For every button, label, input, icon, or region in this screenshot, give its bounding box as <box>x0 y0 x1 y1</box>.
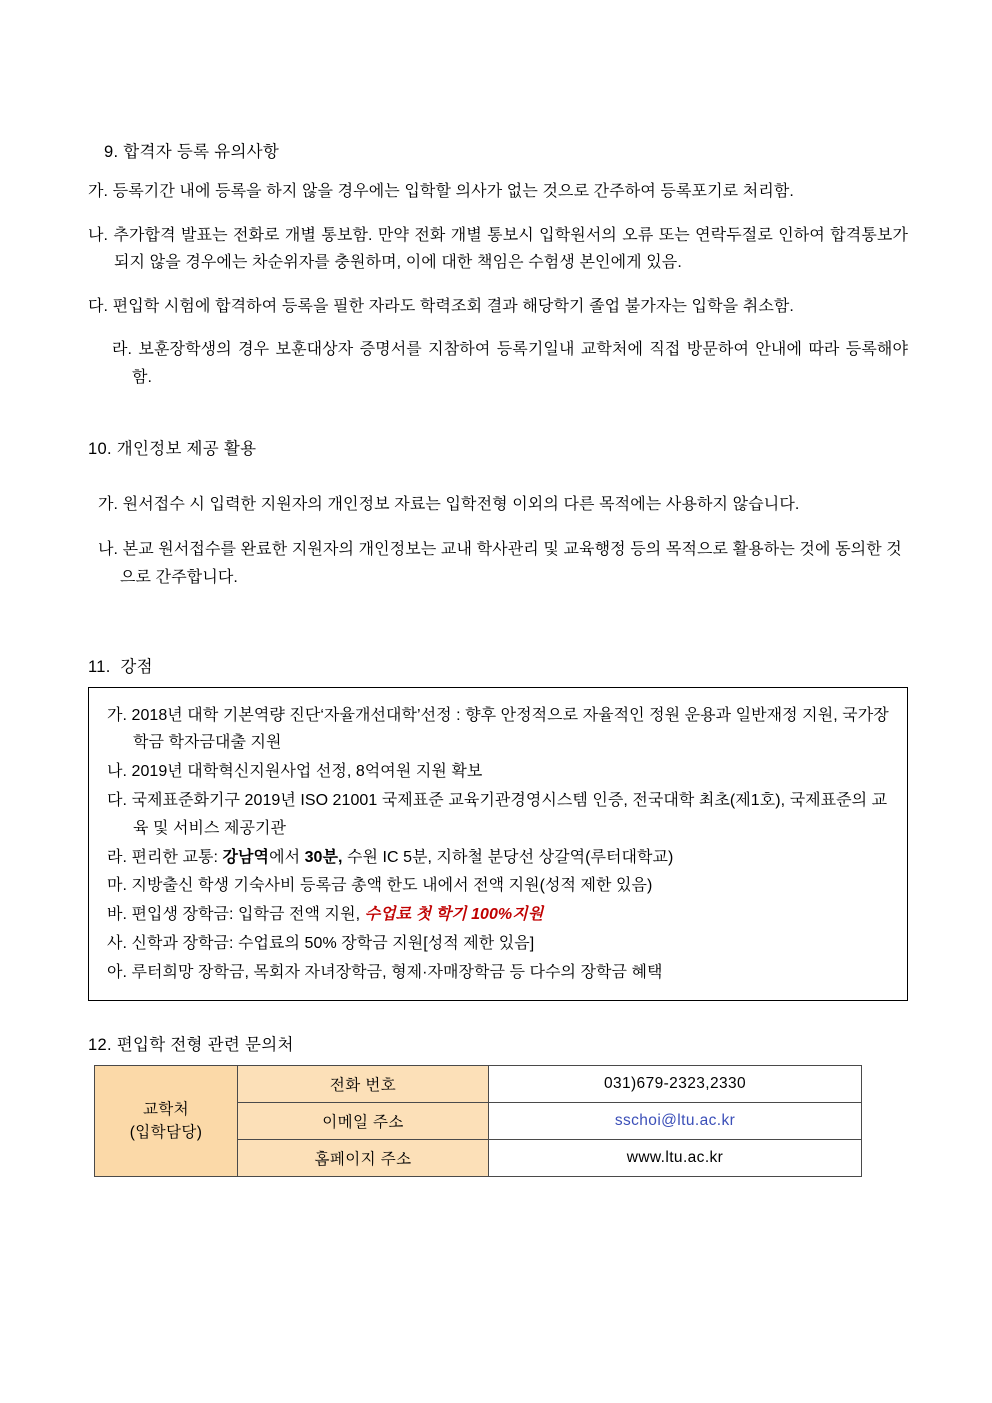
strength-text-a: 2018년 대학 기본역량 진단‘자율개선대학’선정 : 향후 안정적으로 자율적인 정원 운용과 일반재정 지원, 국가장학금 학자금대출 지원 <box>131 706 889 752</box>
strengths-box <box>88 687 908 1001</box>
strength-bold-30min: 30분, <box>304 848 343 866</box>
section-9-item-b: 나. 추가합격 발표는 전화로 개별 통보함. 만약 전화 개별 통보시 입학원서의 오류 또는 연락두절로 인하여 합격통보가 되지 않을 경우에는 차순위자를 충원하며, 이에 대한 책임은 수험생 본인에게 있음. <box>88 226 908 272</box>
strength-item-e <box>107 872 889 900</box>
contact-dept-cell <box>95 1065 238 1176</box>
section-9-item-d: 라. 보훈장학생의 경우 보훈대상자 증명서를 지참하여 등록기일내 교학처에 직접 방문하여 안내에 따라 등록해야 함. <box>112 341 908 386</box>
spacer-1 <box>88 391 908 435</box>
contact-label-homepage: 홈페이지 주소 <box>238 1139 489 1176</box>
section-11-heading: 11. 강점 <box>88 657 153 676</box>
section-9 <box>88 138 908 391</box>
strength-text-f: 편입생 장학금: 입학금 전액 지원, <box>131 906 365 924</box>
section-9-item-c: 다. 편입학 시험에 합격하여 등록을 필한 자라도 학력조회 결과 해당학기 졸업 불가자는 입학을 취소함. <box>88 297 794 315</box>
strength-prefix-b: 나. <box>107 763 128 781</box>
contact-label-email: 이메일 주소 <box>238 1102 489 1139</box>
contact-label-phone: 전화 번호 <box>238 1065 489 1102</box>
section-9-item-a: 가. 등록기간 내에 등록을 하지 않을 경우에는 입학할 의사가 없는 것으로 간주하여 등록포기로 처리함. <box>88 183 794 200</box>
section-12 <box>88 1031 908 1177</box>
strength-text-g: 신학과 장학금: 수업료의 50% 장학금 지원[성적 제한 있음] <box>131 935 535 953</box>
strength-text-d: 편리한 교통: <box>131 848 223 866</box>
spacer-3 <box>88 609 908 653</box>
strength-text-e: 지방출신 학생 기숙사비 등록금 총액 한도 내에서 전액 지원(성적 제한 있음) <box>131 877 653 895</box>
strength-prefix-h: 아. <box>107 963 128 981</box>
strength-prefix-d: 라. <box>107 848 128 866</box>
section-10-item-b: 나. 본교 원서접수를 완료한 지원자의 개인정보는 교내 학사관리 및 교육행정 등의 목적으로 활용하는 것에 동의한 것으로 간주합니다. <box>98 540 902 587</box>
strength-item-b <box>107 758 889 786</box>
contact-dept-line1: 교학처 <box>142 1100 190 1118</box>
contact-value-email[interactable]: sschoi@ltu.ac.kr <box>489 1102 862 1139</box>
strength-item-c <box>107 787 889 843</box>
strength-mid-d: 에서 <box>269 848 305 866</box>
strength-text-h: 루터희망 장학금, 목회자 자녀장학금, 형제·자매장학금 등 다수의 장학금 혜택 <box>131 963 663 981</box>
contact-table <box>94 1065 862 1177</box>
document-content <box>88 138 908 1177</box>
strength-prefix-g: 사. <box>107 935 128 953</box>
section-9-heading: 9. 합격자 등록 유의사항 <box>104 143 280 161</box>
strength-text-b: 2019년 대학혁신지원사업 선정, 8억여원 지원 확보 <box>131 763 483 781</box>
strength-text-c: 국제표준화기구 2019년 ISO 21001 국제표준 교육기관경영시스템 인증, 전국대학 최초(제1호), 국제표준의 교육 및 서비스 제공기관 <box>131 791 888 837</box>
strength-highlight-f: 수업료 첫 학기 100%지원 <box>364 906 544 924</box>
contact-value-phone: 031)679-2323,2330 <box>489 1065 862 1102</box>
strength-bold-gangnam: 강남역 <box>222 848 270 866</box>
strength-item-g <box>107 930 889 958</box>
section-12-heading: 12. 편입학 전형 관련 문의처 <box>88 1035 294 1054</box>
section-10-heading: 10. 개인정보 제공 활용 <box>88 440 257 459</box>
spacer-4 <box>88 1001 908 1031</box>
strength-item-d <box>107 844 889 872</box>
strength-prefix-a: 가. <box>107 706 128 724</box>
contact-value-homepage[interactable]: www.ltu.ac.kr <box>489 1139 862 1176</box>
section-11 <box>88 653 908 1001</box>
strength-prefix-e: 마. <box>107 877 128 895</box>
contact-dept-line2: (입학담당) <box>129 1123 203 1141</box>
strength-tail-d: 수원 IC 5분, 지하철 분당선 상갈역(루터대학교) <box>342 848 674 866</box>
strength-prefix-c: 다. <box>107 791 128 809</box>
strength-item-a <box>107 702 889 758</box>
strength-prefix-f: 바. <box>107 906 128 924</box>
strength-item-f <box>107 901 889 929</box>
section-10-item-a: 가. 원서접수 시 입력한 지원자의 개인정보 자료는 입학전형 이외의 다른 목적에는 사용하지 않습니다. <box>98 496 800 514</box>
spacer-2 <box>88 469 908 475</box>
strength-item-h <box>107 959 889 987</box>
section-10 <box>88 435 908 592</box>
table-row <box>95 1065 862 1102</box>
